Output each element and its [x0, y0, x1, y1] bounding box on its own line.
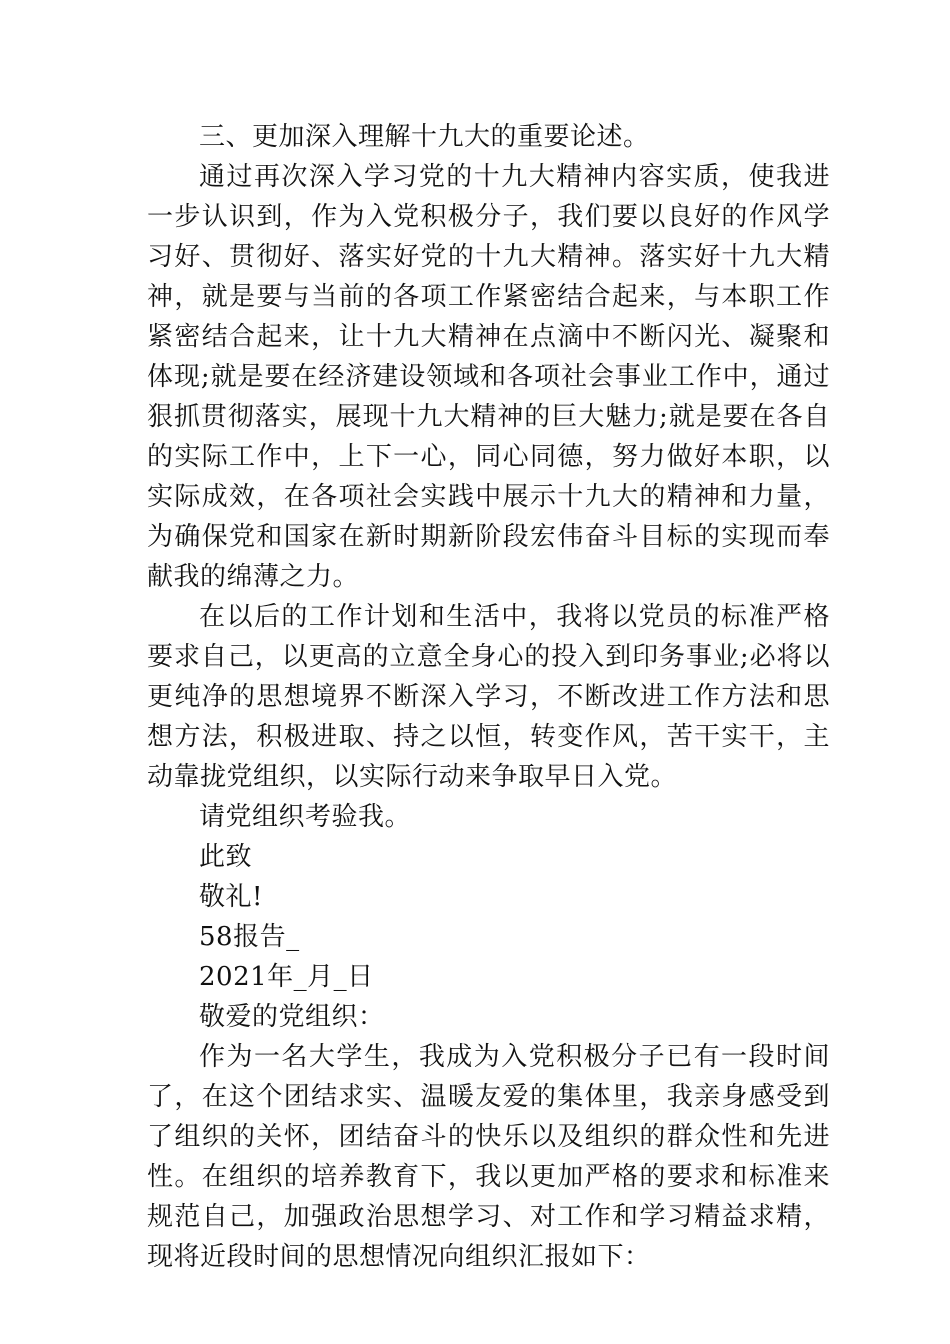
- signature: 58报告_: [199, 922, 300, 952]
- paragraph: 在以后的工作计划和生活中，我将以党员的标准严格要求自己，以更高的立意全身心的投入到印务事业;必将以更纯净的思想境界不断深入学习，不断改进工作方法和思想方法，积极进取、持之以恒，转变作风，苦干实干，主动靠拢党组织，以实际行动来争取早日入党。: [147, 602, 830, 792]
- closing-request: 请党组织考验我。: [199, 802, 412, 832]
- closing-line: 敬礼!: [199, 882, 263, 912]
- document-page: [147, 117, 830, 1277]
- salutation: 敬爱的党组织：: [199, 1002, 385, 1032]
- date: 2021年_月_日: [199, 962, 374, 992]
- closing-line: 此致: [199, 842, 253, 872]
- paragraph: 通过再次深入学习党的十九大精神内容实质，使我进一步认识到，作为入党积极分子，我们要以良好的作风学习好、贯彻好、落实好党的十九大精神。落实好十九大精神，就是要与当前的各项工作紧密结合起来，与本职工作紧密结合起来，让十九大精神在点滴中不断闪光、凝聚和体现;就是要在经济建设领域和各项社会事业工作中，通过狠抓贯彻落实，展现十九大精神的巨大魅力;就是要在各自的实际工作中，上下一心，同心同德，努力做好本职，以实际成效，在各项社会实践中展示十九大的精神和力量，为确保党和国家在新时期新阶段宏伟奋斗目标的实现而奉献我的绵薄之力。: [147, 162, 830, 592]
- section-heading: 三、更加深入理解十九大的重要论述。: [199, 122, 650, 152]
- paragraph: 作为一名大学生，我成为入党积极分子已有一段时间了，在这个团结求实、温暖友爱的集体里，我亲身感受到了组织的关怀，团结奋斗的快乐以及组织的群众性和先进性。在组织的培养教育下，我以更加严格的要求和标准来规范自己，加强政治思想学习、对工作和学习精益求精，现将近段时间的思想情况向组织汇报如下：: [147, 1042, 830, 1272]
